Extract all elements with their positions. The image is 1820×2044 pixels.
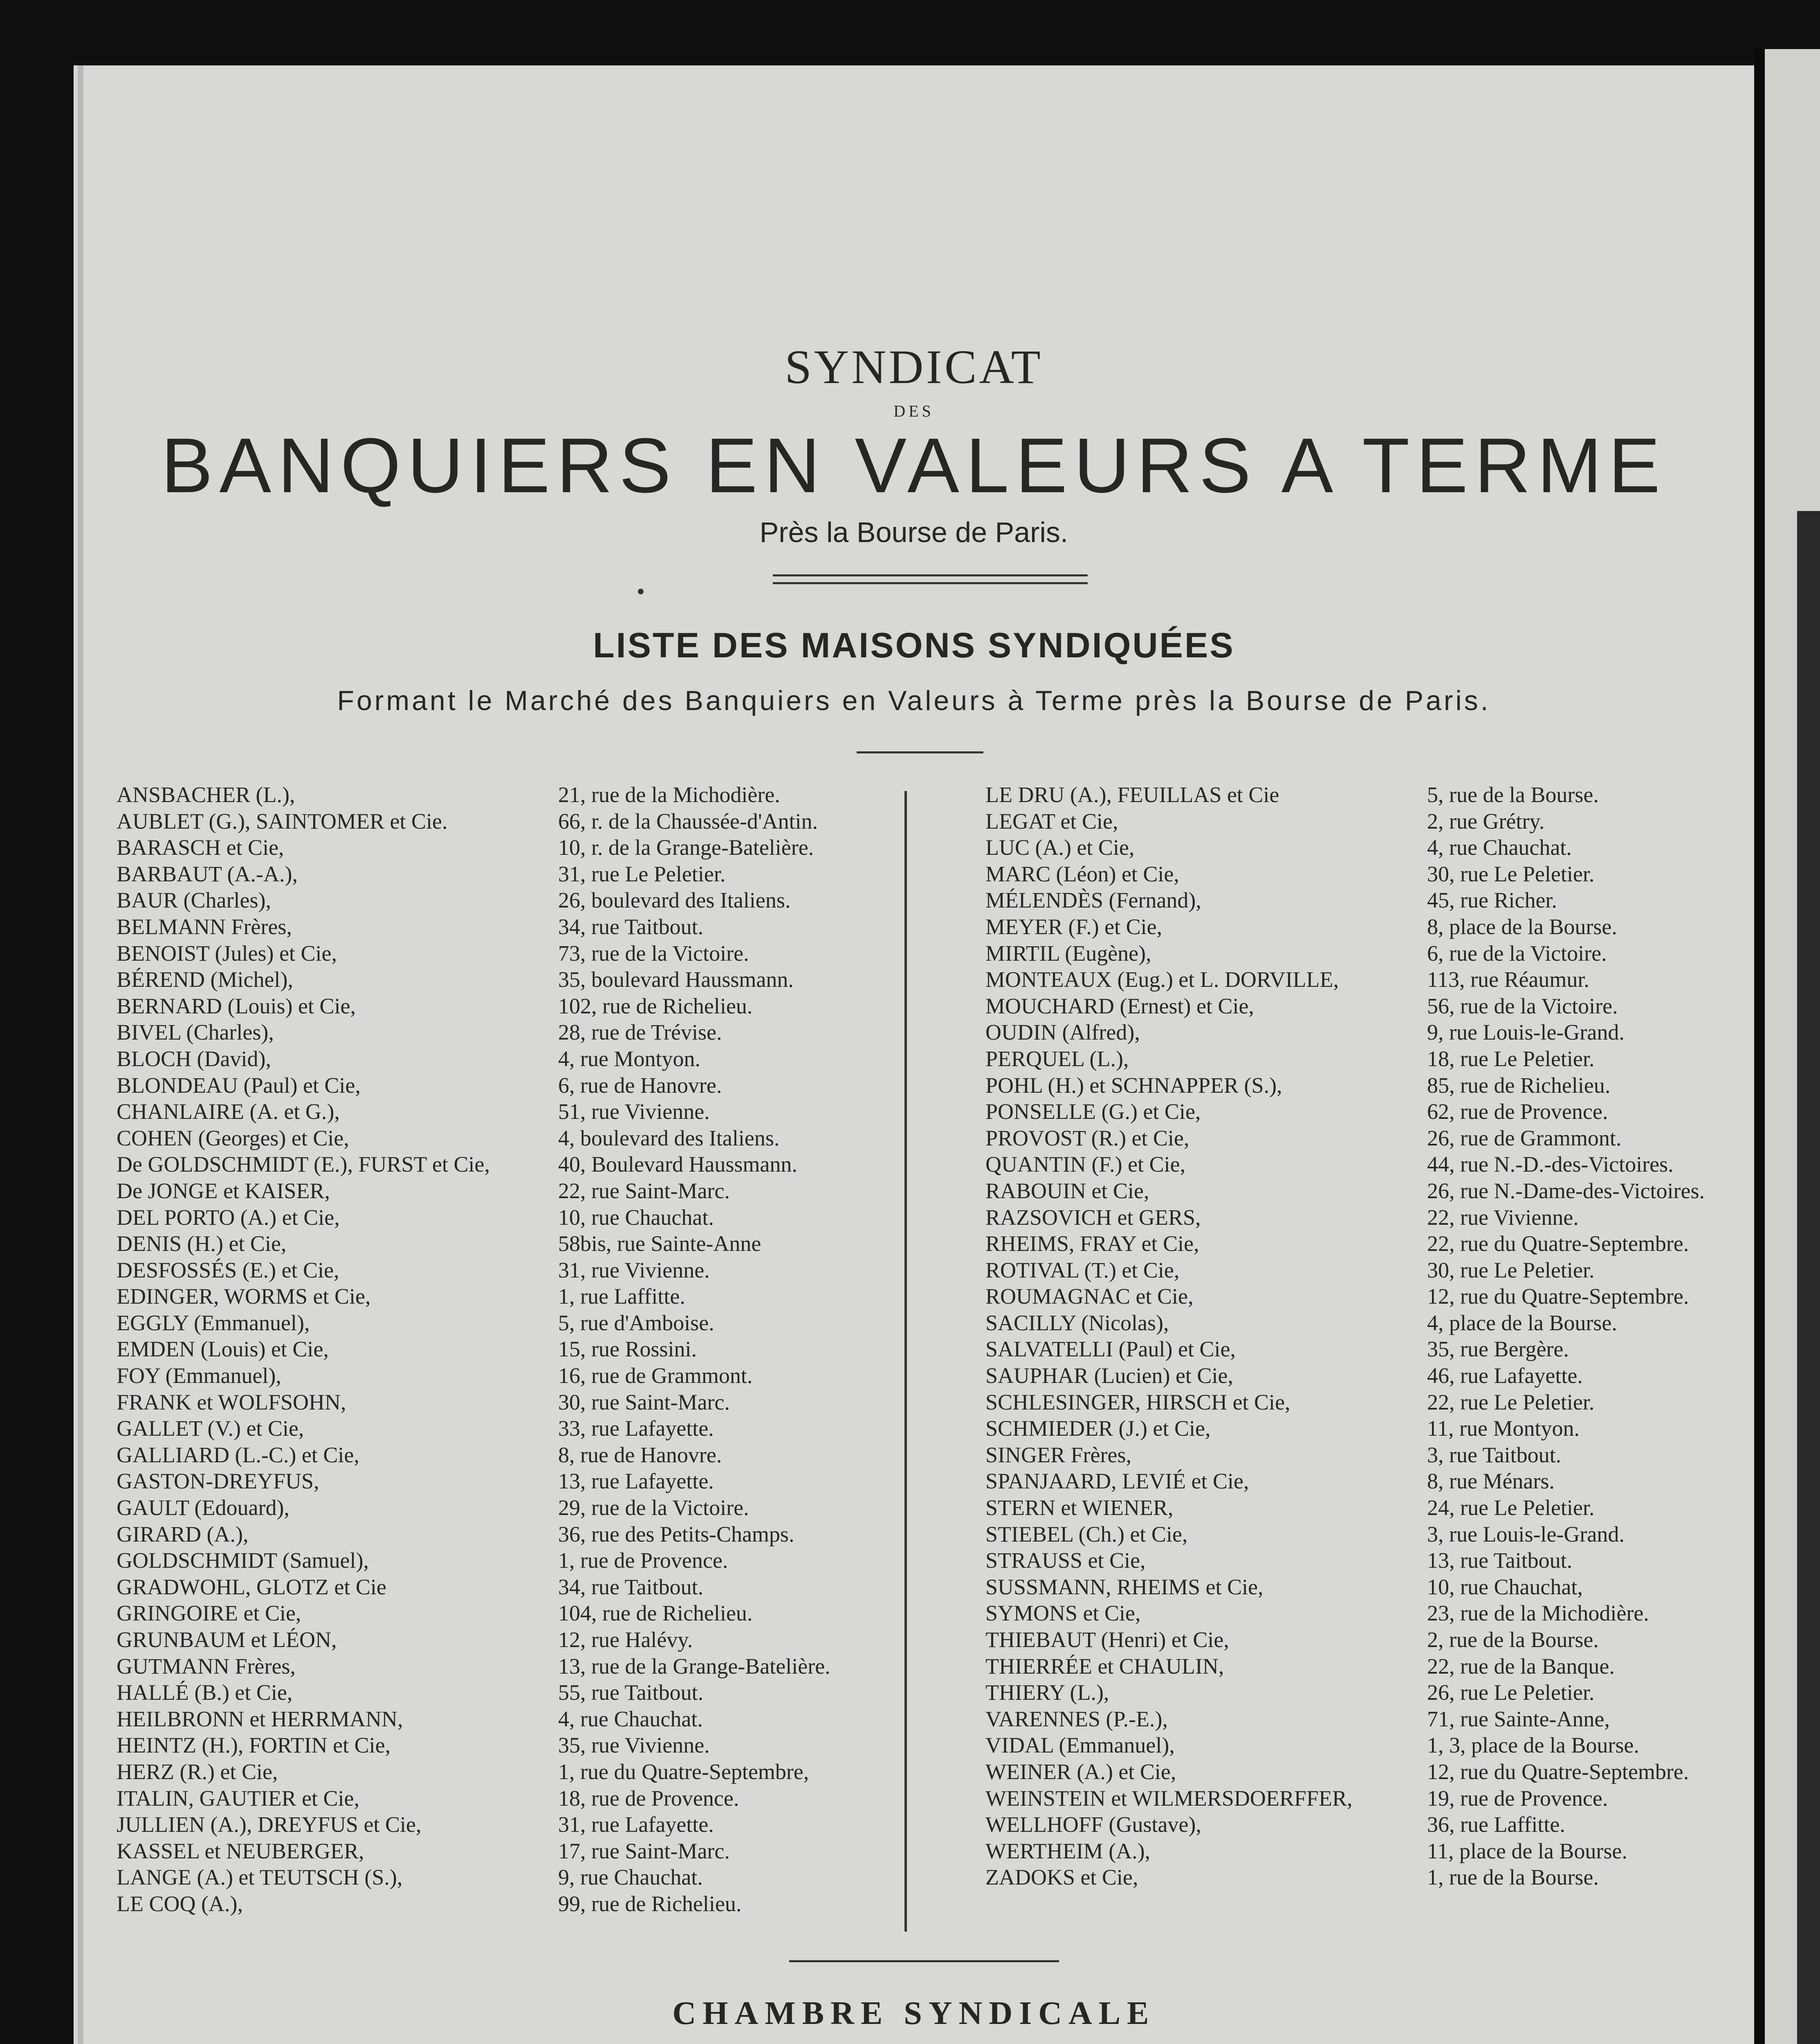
firm-address: 31, rue Lafayette. [558,1812,714,1837]
firm-name: EDINGER, WORMS et Cie, [117,1284,371,1309]
page-subtitle: Près la Bourse de Paris. [759,516,1068,548]
list-item [985,940,1746,967]
firm-name: SPANJAARD, LEVIÉ et Cie, [985,1469,1249,1494]
firm-name: DENIS (H.) et Cie, [117,1231,287,1256]
firm-address: 19, rue de Provence. [1427,1786,1608,1811]
chambre-title: CHAMBRE SYNDICALE [672,1995,1156,2031]
list-item [117,1046,893,1072]
firm-address: 29, rue de la Victoire. [558,1495,749,1520]
firm-address: 44, rue N.-D.-des-Victoires. [1427,1152,1674,1177]
list-item [117,1547,893,1574]
list-item [117,1125,893,1152]
firm-name: WEINSTEIN et WILMERSDOERFFER, [985,1786,1353,1811]
firm-address: 24, rue Le Peletier. [1427,1495,1595,1520]
firm-address: 4, boulevard des Italiens. [558,1125,780,1150]
list-item [985,1679,1746,1706]
list-item [117,1838,893,1865]
firm-address: 13, rue de la Grange-Batelière. [558,1654,830,1679]
firm-address: 35, rue Bergère. [1427,1337,1569,1362]
firm-address: 1, rue de Provence. [558,1548,728,1573]
firm-name: De JONGE et KAISER, [117,1178,330,1203]
firm-address: 35, rue Vivienne. [558,1733,710,1758]
firm-name: SINGER Frères, [985,1442,1131,1467]
firm-name: BERNARD (Louis) et Cie, [117,993,356,1018]
firm-name: THIEBAUT (Henri) et Cie, [985,1627,1229,1652]
list-item [985,1864,1746,1891]
short-rule [857,751,983,753]
firm-address: 31, rue Vivienne. [558,1257,710,1282]
firm-address: 3, rue Taitbout. [1427,1442,1562,1467]
list-item [985,1389,1746,1416]
list-item [985,1653,1746,1680]
firm-address: 45, rue Richer. [1427,888,1557,913]
firm-address: 71, rue Sainte-Anne, [1427,1706,1610,1731]
list-item [117,1600,893,1627]
list-item [985,1574,1746,1600]
firm-name: DEL PORTO (A.) et Cie, [117,1205,340,1230]
firm-address: 5, rue de la Bourse. [1427,782,1599,807]
firm-address: 3, rue Louis-le-Grand. [1427,1522,1625,1546]
firm-address: 2, rue de la Bourse. [1427,1627,1599,1652]
firm-name: BÉREND (Michel), [117,967,293,992]
list-item [985,1759,1746,1785]
firm-name: GOLDSCHMIDT (Samuel), [117,1548,369,1573]
list-item [985,1732,1746,1759]
firm-name: GASTON-DREYFUS, [117,1469,319,1494]
firm-name: OUDIN (Alfred), [985,1020,1140,1045]
firm-name: LE DRU (A.), FEUILLAS et Cie [985,782,1279,807]
firm-name: RAZSOVICH et GERS, [985,1205,1201,1230]
page-title: BANQUIERS EN VALEURS A TERME [161,422,1667,509]
list-item [117,1864,893,1891]
list-item [985,887,1746,914]
firm-name: SALVATELLI (Paul) et Cie, [985,1337,1236,1362]
firm-name: STERN et WIENER, [985,1495,1174,1520]
firm-address: 85, rue de Richelieu. [1427,1073,1611,1098]
list-item [117,1019,893,1046]
firm-address: 4, place de la Bourse. [1427,1310,1617,1335]
firm-name: MIRTIL (Eugène), [985,941,1151,966]
firm-address: 4, rue Chauchat. [558,1706,703,1731]
firm-name: RABOUIN et Cie, [985,1178,1149,1203]
list-item [985,1468,1746,1495]
firm-address: 15, rue Rossini. [558,1337,697,1362]
facing-page-strip [1797,511,1820,2044]
list-item [985,782,1746,808]
firm-name: THIERY (L.), [985,1680,1109,1705]
firm-name: SYMONS et Cie, [985,1601,1141,1626]
firm-address: 22, rue Saint-Marc. [558,1178,730,1203]
list-item [117,1811,893,1838]
firm-address: 8, rue de Hanovre. [558,1442,722,1467]
firm-name: MEYER (F.) et Cie, [985,914,1162,939]
list-item [985,1283,1746,1310]
firm-address: 8, place de la Bourse. [1427,914,1617,939]
list-item [117,1151,893,1178]
firm-name: COHEN (Georges) et Cie, [117,1125,349,1150]
firm-address: 35, boulevard Haussmann. [558,967,794,992]
firm-name: BELMANN Frères, [117,914,292,939]
firm-address: 17, rue Saint-Marc. [558,1838,730,1863]
firm-name: GALLET (V.) et Cie, [117,1416,304,1441]
list-item [117,861,893,888]
firm-address: 46, rue Lafayette. [1427,1363,1583,1388]
firm-name: LE COQ (A.), [117,1891,243,1916]
list-item [985,1811,1746,1838]
firm-address: 23, rue de la Michodière. [1427,1601,1649,1626]
firm-name: FOY (Emmanuel), [117,1363,281,1388]
firm-name: STIEBEL (Ch.) et Cie, [985,1522,1188,1546]
list-item [985,1706,1746,1732]
firm-address: 4, rue Chauchat. [1427,835,1572,860]
firm-name: SUSSMANN, RHEIMS et Cie, [985,1574,1263,1599]
firm-address: 8, rue Ménars. [1427,1469,1555,1494]
firm-name: RHEIMS, FRAY et Cie, [985,1231,1199,1256]
firm-address: 51, rue Vivienne. [558,1099,710,1124]
list-item [985,1415,1746,1442]
list-item [117,1679,893,1706]
firm-name: THIERRÉE et CHAULIN, [985,1654,1224,1679]
list-item [985,808,1746,835]
member-list-left [117,782,893,1917]
list-item [117,1442,893,1468]
firm-address: 62, rue de Provence. [1427,1099,1608,1124]
firm-name: GUTMANN Frères, [117,1654,296,1679]
heading-syndicat: SYNDICAT [785,340,1043,394]
list-item [117,1706,893,1732]
firm-address: 26, boulevard des Italiens. [558,888,791,913]
list-title: LISTE DES MAISONS SYNDIQUÉES [593,626,1235,665]
firm-address: 31, rue Le Peletier. [558,861,726,886]
firm-address: 9, rue Chauchat. [558,1865,703,1890]
firm-address: 22, rue de la Banque. [1427,1654,1615,1679]
firm-address: 73, rue de la Victoire. [558,941,749,966]
firm-name: WEINER (A.) et Cie, [985,1759,1176,1784]
list-item [985,1547,1746,1574]
list-item [985,1363,1746,1389]
firm-address: 30, rue Le Peletier. [1427,1257,1595,1282]
firm-address: 6, rue de la Victoire. [1427,941,1607,966]
firm-name: MARC (Léon) et Cie, [985,861,1179,886]
firm-name: VARENNES (P.-E.), [985,1706,1168,1731]
firm-address: 36, rue Laffitte. [1427,1812,1565,1837]
firm-address: 2, rue Grétry. [1427,809,1545,834]
firm-name: BAUR (Charles), [117,888,271,913]
column-divider [904,791,907,1932]
firm-address: 26, rue Le Peletier. [1427,1680,1595,1705]
list-item [117,1495,893,1521]
firm-address: 13, rue Taitbout. [1427,1548,1573,1573]
firm-name: MÉLENDÈS (Fernand), [985,888,1201,913]
firm-name: POHL (H.) et SCHNAPPER (S.), [985,1073,1282,1098]
section-rule [789,1960,1059,1962]
firm-name: MOUCHARD (Ernest) et Cie, [985,993,1254,1018]
list-item [117,1204,893,1231]
firm-address: 26, rue N.-Dame-des-Victoires. [1427,1178,1705,1203]
list-item [117,1072,893,1099]
firm-address: 12, rue du Quatre-Septembre. [1427,1284,1689,1309]
firm-address: 36, rue des Petits-Champs. [558,1522,794,1546]
list-item [117,1363,893,1389]
firm-address: 55, rue Taitbout. [558,1680,704,1705]
list-item [117,834,893,861]
firm-name: ROTIVAL (T.) et Cie, [985,1257,1180,1282]
firm-name: SAUPHAR (Lucien) et Cie, [985,1363,1233,1388]
heading-des: DES [893,402,934,420]
list-item [985,1838,1746,1865]
firm-name: ROUMAGNAC et Cie, [985,1284,1194,1309]
firm-name: JULLIEN (A.), DREYFUS et Cie, [117,1812,422,1837]
list-item [117,1178,893,1204]
list-item [117,1230,893,1257]
list-item [117,1759,893,1785]
firm-name: PROVOST (R.) et Cie, [985,1125,1189,1150]
firm-name: BARBAUT (A.-A.), [117,861,298,886]
list-item [117,1785,893,1812]
firm-address: 104, rue de Richelieu. [558,1601,753,1626]
firm-address: 6, rue de Hanovre. [558,1073,722,1098]
list-item [985,861,1746,888]
firm-name: KASSEL et NEUBERGER, [117,1838,364,1863]
firm-address: 18, rue de Provence. [558,1786,739,1811]
list-item [985,1151,1746,1178]
firm-address: 5, rue d'Amboise. [558,1310,714,1335]
firm-address: 11, place de la Bourse. [1427,1838,1627,1863]
firm-name: CHANLAIRE (A. et G.), [117,1099,340,1124]
list-item [985,1336,1746,1363]
firm-name: AUBLET (G.), SAINTOMER et Cie. [117,809,448,834]
firm-address: 33, rue Lafayette. [558,1416,714,1441]
firm-address: 1, rue de la Bourse. [1427,1865,1599,1890]
firm-name: GALLIARD (L.-C.) et Cie, [117,1442,359,1467]
list-item [117,1574,893,1600]
list-item [985,1521,1746,1548]
list-item [985,1230,1746,1257]
list-item [117,1336,893,1363]
list-item [117,1627,893,1653]
firm-name: WELLHOFF (Gustave), [985,1812,1201,1837]
list-item [985,993,1746,1020]
firm-address: 21, rue de la Michodière. [558,782,780,807]
list-item [985,1257,1746,1284]
firm-name: QUANTIN (F.) et Cie, [985,1152,1186,1177]
firm-address: 99, rue de Richelieu. [558,1891,742,1916]
firm-name: LUC (A.) et Cie, [985,835,1135,860]
firm-name: MONTEAUX (Eug.) et L. DORVILLE, [985,967,1339,992]
list-item [117,1283,893,1310]
list-item [985,914,1746,940]
list-item [985,1442,1746,1468]
firm-name: HALLÉ (B.) et Cie, [117,1680,293,1705]
firm-address: 22, rue du Quatre-Septembre. [1427,1231,1689,1256]
list-item [117,940,893,967]
firm-name: EMDEN (Louis) et Cie, [117,1337,329,1362]
list-item [985,1310,1746,1336]
list-item [985,1495,1746,1521]
firm-name: STRAUSS et Cie, [985,1548,1146,1573]
firm-name: LEGAT et Cie, [985,809,1118,834]
list-item [117,993,893,1020]
list-item [117,782,893,808]
list-item [117,1732,893,1759]
firm-address: 66, r. de la Chaussée-d'Antin. [558,809,818,834]
list-item [985,1600,1746,1627]
list-item [985,1204,1746,1231]
firm-name: ITALIN, GAUTIER et Cie, [117,1786,360,1811]
firm-address: 22, rue Le Peletier. [1427,1390,1595,1414]
firm-address: 30, rue Saint-Marc. [558,1390,730,1414]
firm-name: GAULT (Edouard), [117,1495,289,1520]
firm-address: 13, rue Lafayette. [558,1469,714,1494]
list-subtitle: Formant le Marché des Banquiers en Valeurs à Terme près la Bourse de Paris. [337,685,1491,716]
list-item [117,808,893,835]
firm-name: ANSBACHER (L.), [117,782,295,807]
firm-address: 58bis, rue Sainte-Anne [558,1231,761,1256]
firm-name: SCHLESINGER, HIRSCH et Cie, [985,1390,1290,1414]
member-list-right [985,782,1746,1891]
list-item [985,966,1746,993]
firm-address: 26, rue de Grammont. [1427,1125,1622,1150]
firm-name: PONSELLE (G.) et Cie, [985,1099,1201,1124]
firm-name: GIRARD (A.), [117,1522,249,1546]
firm-address: 102, rue de Richelieu. [558,993,753,1018]
firm-address: 10, r. de la Grange-Batelière. [558,835,814,860]
list-item [117,1468,893,1495]
firm-name: BARASCH et Cie, [117,835,284,860]
firm-address: 113, rue Réaumur. [1427,967,1589,992]
firm-name: De GOLDSCHMIDT (E.), FURST et Cie, [117,1152,490,1177]
firm-name: HEILBRONN et HERRMANN, [117,1706,403,1731]
firm-name: LANGE (A.) et TEUTSCH (S.), [117,1865,403,1890]
firm-address: 10, rue Chauchat. [558,1205,714,1230]
firm-name: BIVEL (Charles), [117,1020,274,1045]
firm-address: 10, rue Chauchat, [1427,1574,1583,1599]
firm-address: 12, rue Halévy. [558,1627,693,1652]
firm-address: 34, rue Taitbout. [558,914,704,939]
list-item [117,966,893,993]
firm-address: 1, rue du Quatre-Septembre, [558,1759,809,1784]
list-item [985,1785,1746,1812]
firm-name: SCHMIEDER (J.) et Cie, [985,1416,1211,1441]
firm-name: BLONDEAU (Paul) et Cie, [117,1073,361,1098]
list-item [985,1098,1746,1125]
firm-name: BENOIST (Jules) et Cie, [117,941,337,966]
list-item [117,1653,893,1680]
firm-address: 34, rue Taitbout. [558,1574,704,1599]
firm-name: GRINGOIRE et Cie, [117,1601,301,1626]
firm-address: 12, rue du Quatre-Septembre. [1427,1759,1689,1784]
list-item [117,914,893,940]
firm-address: 40, Boulevard Haussmann. [558,1152,797,1177]
firm-name: GRADWOHL, GLOTZ et Cie [117,1574,386,1599]
firm-name: FRANK et WOLFSOHN, [117,1390,346,1414]
firm-name: VIDAL (Emmanuel), [985,1733,1175,1758]
firm-name: ZADOKS et Cie, [985,1865,1138,1890]
list-item [985,1178,1746,1204]
firm-name: EGGLY (Emmanuel), [117,1310,310,1335]
firm-address: 30, rue Le Peletier. [1427,861,1595,886]
list-item [117,1257,893,1284]
firm-name: HERZ (R.) et Cie, [117,1759,278,1784]
firm-address: 9, rue Louis-le-Grand. [1427,1020,1625,1045]
firm-address: 11, rue Montyon. [1427,1416,1580,1441]
firm-name: BLOCH (David), [117,1046,271,1071]
list-item [117,1891,893,1917]
list-item [985,1627,1746,1653]
firm-address: 18, rue Le Peletier. [1427,1046,1595,1071]
list-item [117,1415,893,1442]
list-item [117,887,893,914]
firm-address: 4, rue Montyon. [558,1046,700,1071]
list-item [117,1389,893,1416]
double-rule [773,574,1088,584]
ornament-dot [638,589,644,594]
firm-name: SACILLY (Nicolas), [985,1310,1169,1335]
firm-address: 22, rue Vivienne. [1427,1205,1579,1230]
list-item [985,1046,1746,1072]
firm-address: 1, rue Laffitte. [558,1284,685,1309]
firm-name: DESFOSSÉS (E.) et Cie, [117,1257,339,1282]
list-item [985,834,1746,861]
firm-address: 16, rue de Grammont. [558,1363,753,1388]
list-item [117,1098,893,1125]
firm-name: WERTHEIM (A.), [985,1838,1151,1863]
firm-name: PERQUEL (L.), [985,1046,1129,1071]
list-item [985,1125,1746,1152]
list-item [985,1019,1746,1046]
list-item [985,1072,1746,1099]
firm-address: 56, rue de la Victoire. [1427,993,1618,1018]
firm-name: GRUNBAUM et LÉON, [117,1627,337,1652]
list-item [117,1521,893,1548]
firm-address: 1, 3, place de la Bourse. [1427,1733,1639,1758]
list-item [117,1310,893,1336]
firm-address: 28, rue de Trévise. [558,1020,722,1045]
firm-name: HEINTZ (H.), FORTIN et Cie, [117,1733,391,1758]
